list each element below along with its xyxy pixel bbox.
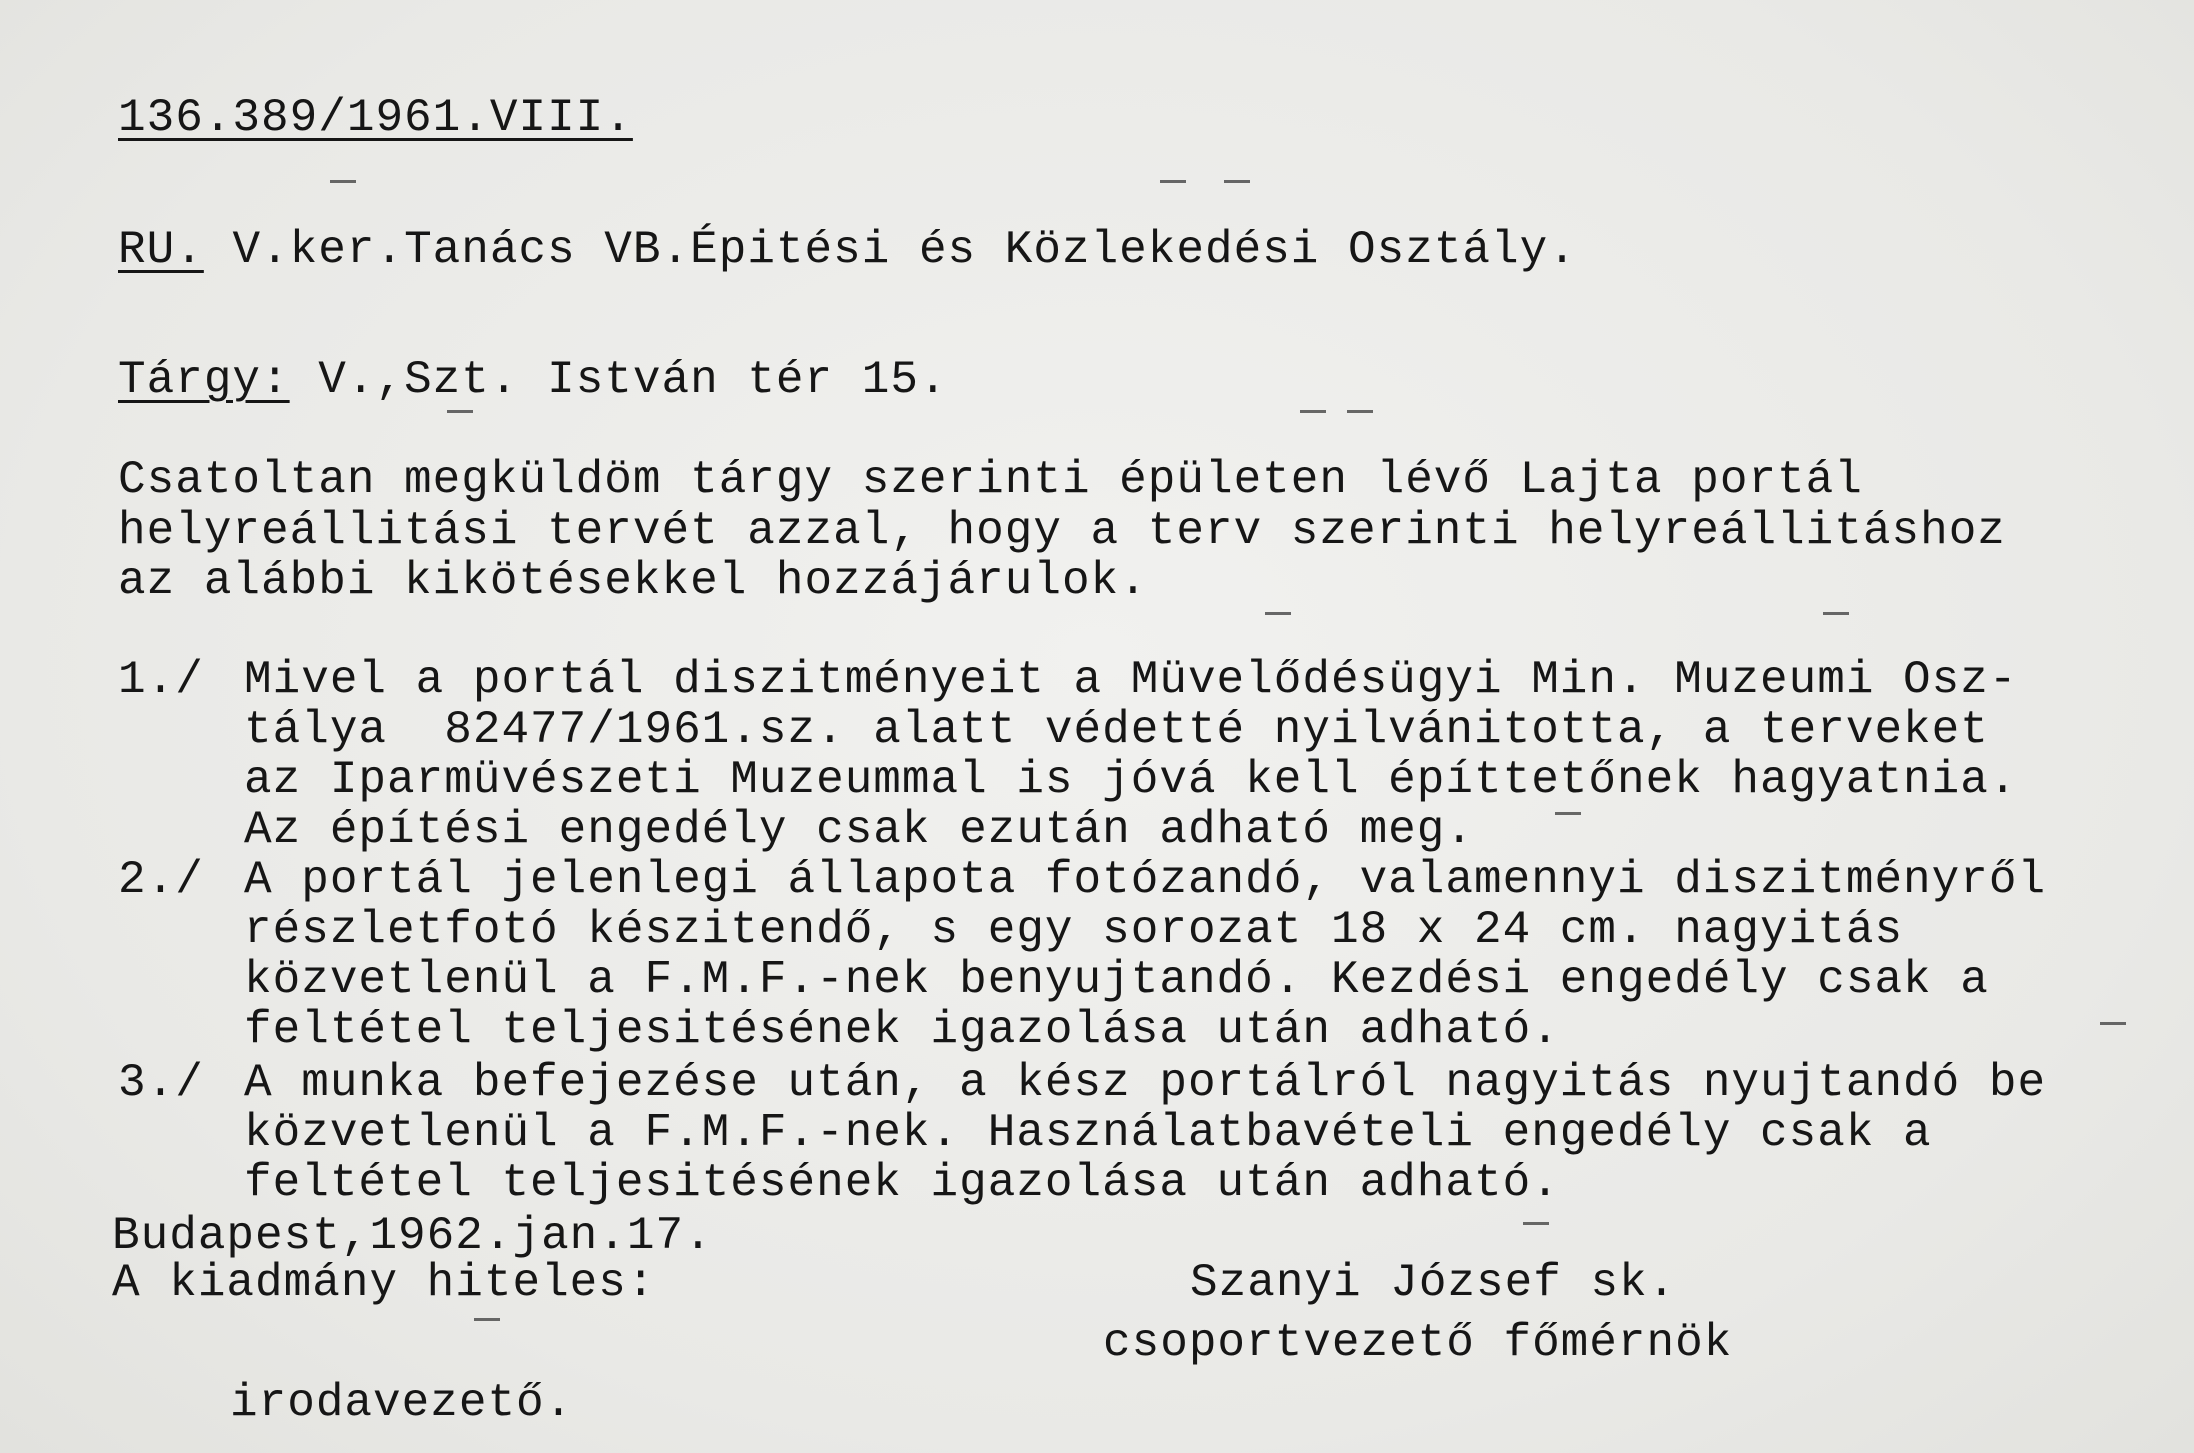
intro-line-3: az alábbi kikötésekkel hozzájárulok. bbox=[118, 555, 1148, 607]
place-date: Budapest,1962.jan.17. bbox=[112, 1210, 713, 1262]
condition-number: 3./ bbox=[118, 1057, 204, 1109]
typewriter-mark bbox=[1555, 812, 1581, 815]
office-title: irodavezető. bbox=[230, 1377, 574, 1429]
typewriter-mark bbox=[474, 1318, 500, 1321]
condition-2-first-line bbox=[118, 852, 2046, 908]
recipient-label: RU. bbox=[118, 224, 204, 276]
condition-number: 2./ bbox=[118, 854, 204, 906]
signer-name: Szanyi József sk. bbox=[1190, 1257, 1677, 1309]
condition-text: A munka befejezése után, a kész portálról nagyitás nyujtandó be bbox=[244, 1057, 2047, 1109]
condition-1-line-4: Az építési engedély csak ezután adható meg. bbox=[244, 804, 1474, 856]
file-number: 136.389/1961.VIII. bbox=[118, 92, 633, 144]
condition-1-line-2: tálya 82477/1961.sz. alatt védetté nyilvánitotta, a terveket bbox=[244, 704, 1989, 756]
condition-2-line-2: részletfotó készitendő, s egy sorozat 18 x 24 cm. nagyitás bbox=[244, 904, 1904, 956]
intro-line-2: helyreállitási tervét azzal, hogy a terv szerinti helyreállitáshoz bbox=[118, 505, 2006, 557]
typewriter-mark bbox=[447, 410, 473, 413]
typewriter-mark bbox=[1823, 612, 1849, 615]
subject-label: Tárgy: bbox=[118, 354, 290, 406]
typewriter-mark bbox=[330, 180, 356, 183]
intro-line-1: Csatoltan megküldöm tárgy szerinti épületen lévő Lajta portál bbox=[118, 454, 1863, 506]
subject-line bbox=[118, 352, 948, 408]
subject: V.,Szt. István tér 15. bbox=[318, 354, 948, 406]
condition-2-line-3: közvetlenül a F.M.F.-nek benyujtandó. Kezdési engedély csak a bbox=[244, 954, 1989, 1006]
certification-line: A kiadmány hiteles: bbox=[112, 1257, 656, 1309]
typewriter-mark bbox=[1347, 410, 1373, 413]
typewriter-mark bbox=[2100, 1022, 2126, 1025]
condition-3-first-line bbox=[118, 1055, 2046, 1111]
signer-title: csoportvezető főmérnök bbox=[1103, 1317, 1733, 1369]
condition-text: A portál jelenlegi állapota fotózandó, valamennyi diszitményről bbox=[244, 854, 2047, 906]
condition-number: 1./ bbox=[118, 654, 204, 706]
recipient: V.ker.Tanács VB.Épitési és Közlekedési Osztály. bbox=[232, 224, 1577, 276]
recipient-line bbox=[118, 222, 1577, 278]
condition-1-line-3: az Iparmüvészeti Muzeummal is jóvá kell építtetőnek hagyatnia. bbox=[244, 754, 2018, 806]
condition-text: Mivel a portál diszitményeit a Müvelődésügyi Min. Muzeumi Osz- bbox=[244, 654, 2018, 706]
typewriter-mark bbox=[1300, 410, 1326, 413]
condition-2-line-4: feltétel teljesitésének igazolása után adható. bbox=[244, 1004, 1560, 1056]
typewriter-mark bbox=[1160, 180, 1186, 183]
condition-3-line-3: feltétel teljesitésének igazolása után adható. bbox=[244, 1157, 1560, 1209]
typewriter-mark bbox=[1265, 612, 1291, 615]
typewriter-mark bbox=[1224, 180, 1250, 183]
condition-1-first-line bbox=[118, 652, 2017, 708]
typewriter-mark bbox=[1523, 1222, 1549, 1225]
condition-3-line-2: közvetlenül a F.M.F.-nek. Használatbavételi engedély csak a bbox=[244, 1107, 1932, 1159]
